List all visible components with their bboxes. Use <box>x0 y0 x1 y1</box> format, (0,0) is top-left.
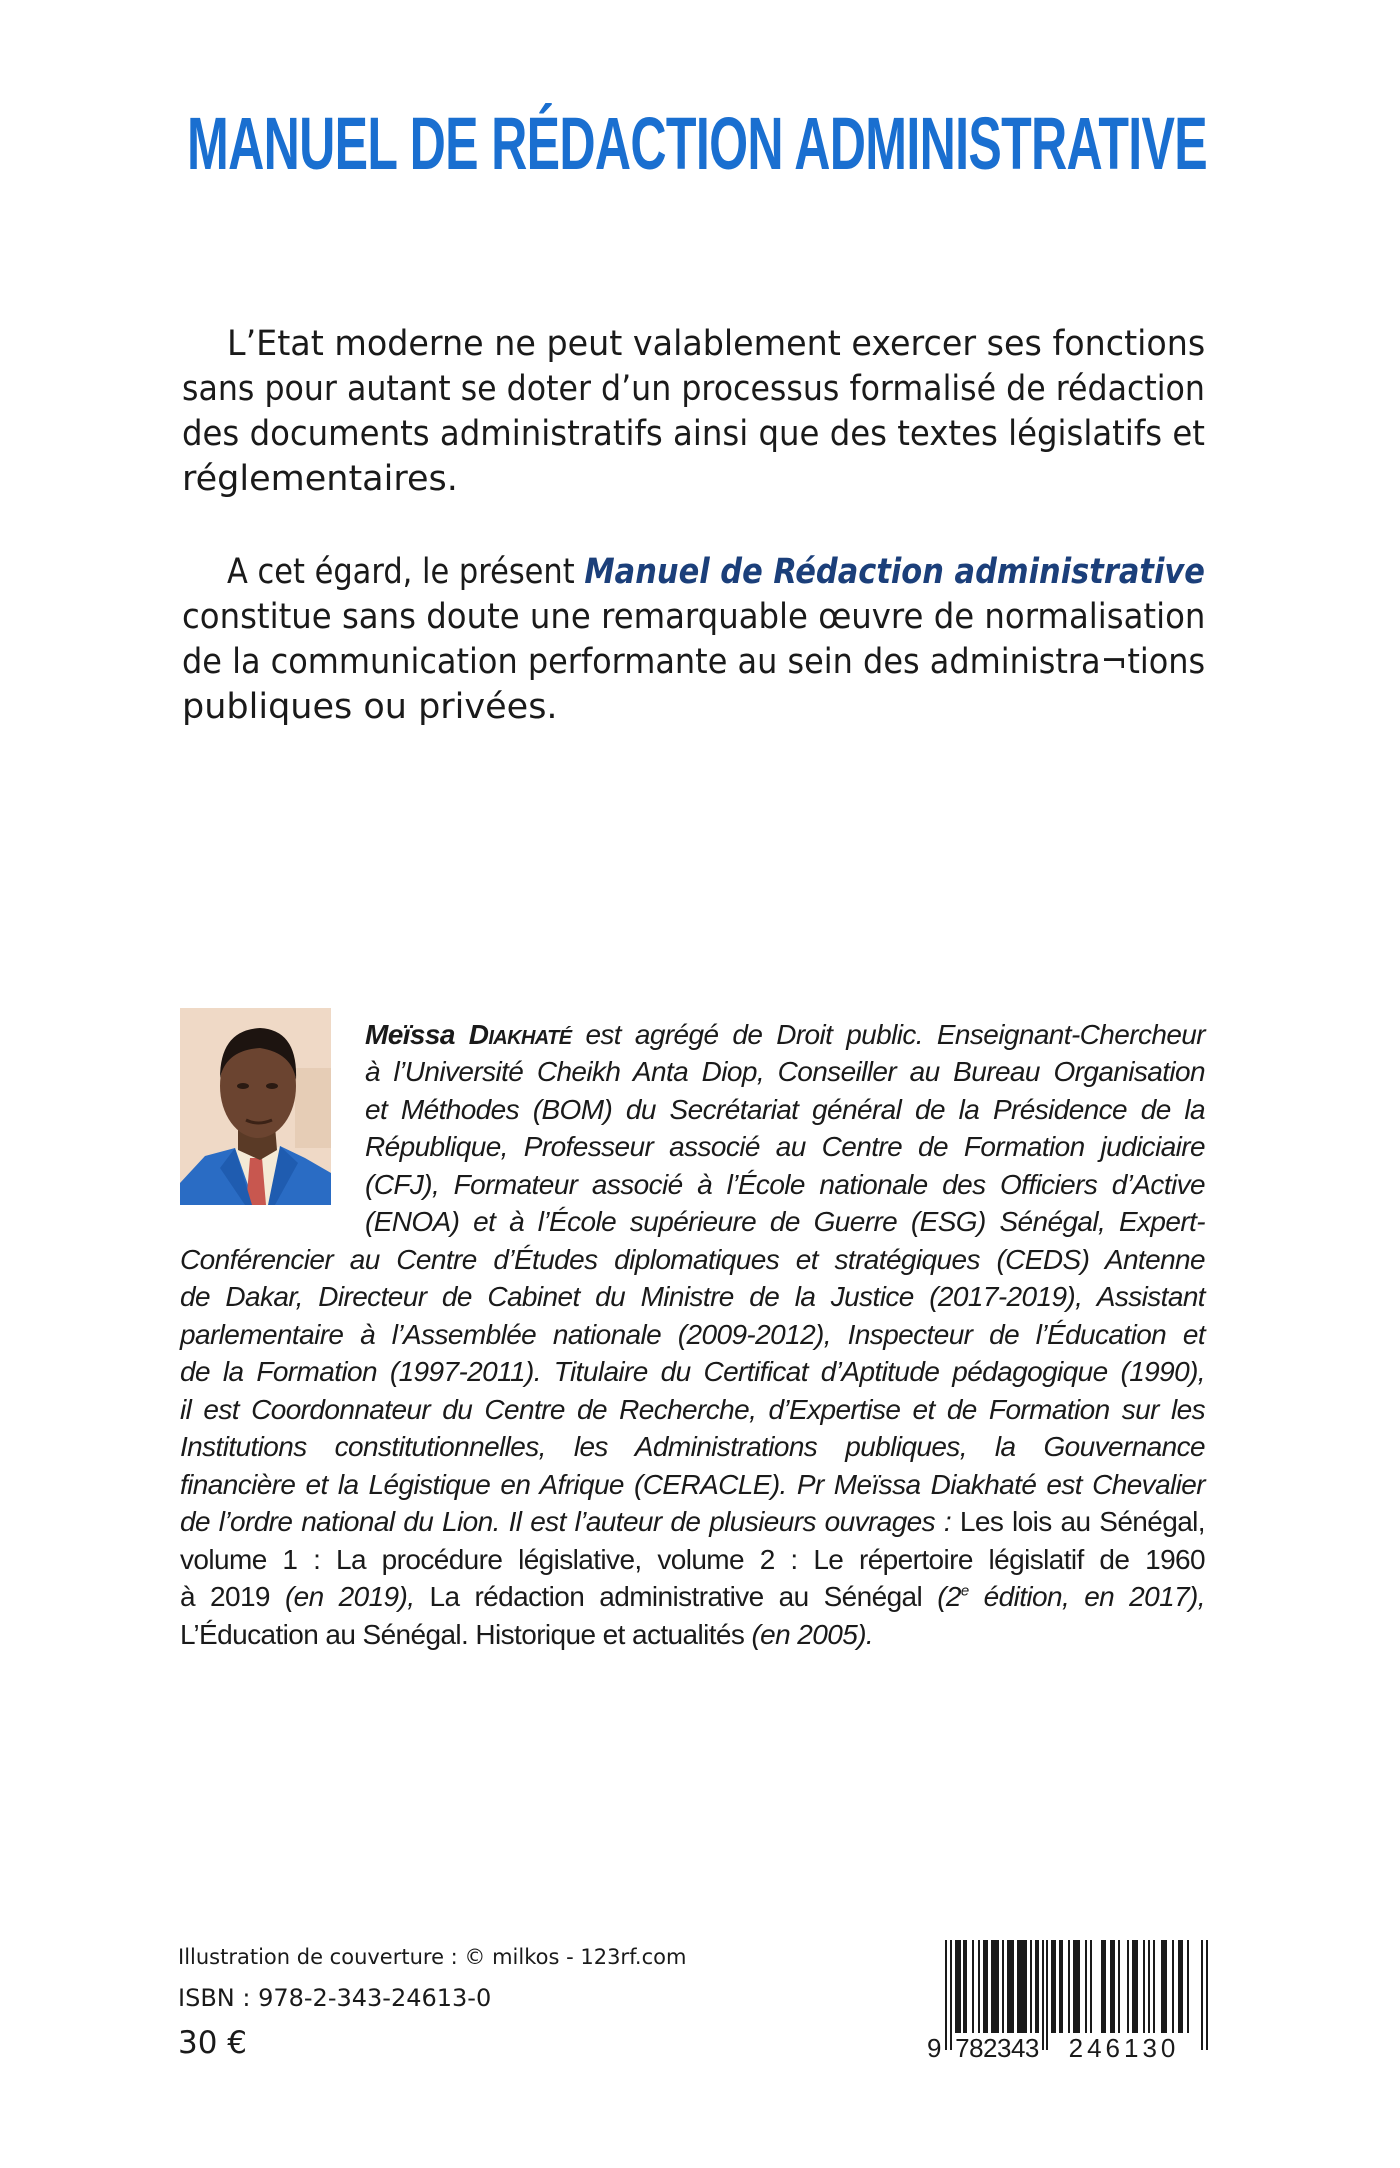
work-date: édition, en 2017), <box>983 1581 1205 1612</box>
work-title: à 2019 <box>180 1581 270 1612</box>
author-bio-line-15 <box>180 1541 1205 1578</box>
author-bio-line-2 <box>365 1053 1205 1090</box>
blurb-text: de la communication performante au sein des administra¬tions <box>182 642 1206 682</box>
blurb-p1-line-1 <box>227 322 1205 367</box>
bio-text <box>180 1503 1205 1540</box>
blurb-text: réglementaires. <box>182 459 458 499</box>
bio-text: financière et la Légistique en Afrique (CERACLE). Pr Meïssa Diakhaté est Chevalier <box>180 1469 1205 1500</box>
blurb-p1-line-2 <box>182 367 1205 412</box>
author-bio-line-12 <box>180 1428 1205 1465</box>
blurb-p2-line-1 <box>227 550 1205 595</box>
bio-text: Conférencier au Centre d’Études diplomatiques et stratégiques (CEDS) Antenne <box>180 1244 1205 1275</box>
bio-text: (CFJ), Formateur associé à l’École nationale des Officiers d’Active <box>365 1169 1205 1200</box>
bio-text: et Méthodes (BOM) du Secrétariat général de la Présidence de la <box>365 1094 1205 1125</box>
author-bio-line-17 <box>180 1616 1205 1653</box>
author-bio-line-6 <box>365 1203 1205 1240</box>
author-bio-line-4 <box>365 1128 1205 1165</box>
author-bio-line-1 <box>365 1016 1205 1053</box>
price: 30 € <box>178 2025 248 2061</box>
illustration-credit: Illustration de couverture : © milkos - 123rf.com <box>178 1945 687 1969</box>
author-bio-line-14 <box>180 1503 1205 1540</box>
blurb-text: sans pour autant se doter d’un processus formalisé de rédaction <box>182 369 1205 409</box>
bio-text: (ENOA) et à l’École supérieure de Guerre (ESG) Sénégal, Expert- <box>365 1206 1205 1237</box>
blurb-p2-line-4 <box>182 685 1205 730</box>
author-bio-line-13 <box>180 1466 1205 1503</box>
barcode-right-digits: 246130 <box>1051 2033 1197 2064</box>
blurb-text-prefix: A cet égard, le présent <box>227 552 575 592</box>
bio-text: République, Professeur associé au Centre de Formation judiciaire <box>365 1131 1205 1162</box>
blurb-text: L’Etat moderne ne peut valablement exercer ses fonctions <box>227 324 1206 364</box>
author-bio-line-5 <box>365 1166 1205 1203</box>
isbn-barcode <box>925 1935 1225 2065</box>
blurb-text: constitue sans doute une remarquable œuvre de normalisation <box>182 597 1206 637</box>
work-title: L’Éducation au Sénégal. Historique et actualités <box>180 1619 745 1650</box>
author-photo <box>180 1008 331 1205</box>
barcode-left-digits: 782343 <box>955 2033 1039 2063</box>
bio-text: parlementaire à l’Assemblée nationale (2009-2012), Inspecteur de l’Éducation et <box>180 1319 1205 1350</box>
bio-text <box>180 1578 1205 1615</box>
author-bio-line-3 <box>365 1091 1205 1128</box>
blurb-text <box>227 550 1205 595</box>
blurb-p2-line-2 <box>182 595 1205 640</box>
bio-text: à l’Université Cheikh Anta Diop, Conseiller au Bureau Organisation <box>365 1056 1205 1087</box>
work-title: La rédaction administrative au Sénégal <box>429 1581 923 1612</box>
bio-text <box>365 1016 1205 1053</box>
bio-text: de la Formation (1997-2011). Titulaire du Certificat d’Aptitude pédagogique (1990), <box>180 1356 1205 1387</box>
author-bio-line-7 <box>180 1241 1205 1278</box>
bio-text: il est Coordonnateur du Centre de Recherche, d’Expertise et de Formation sur les <box>180 1394 1205 1425</box>
author-bio-line-8 <box>180 1278 1205 1315</box>
author-portrait-icon <box>180 1008 331 1205</box>
bio-text: de Dakar, Directeur de Cabinet du Ministre de la Justice (2017-2019), Assistant <box>180 1281 1205 1312</box>
superscript: e <box>960 1582 969 1600</box>
work-date: (en 2005). <box>751 1619 874 1650</box>
author-bio-line-9 <box>180 1316 1205 1353</box>
isbn: ISBN : 978-2-343-24613-0 <box>178 1984 492 2012</box>
work-title: Les lois au Sénégal, <box>959 1506 1205 1537</box>
author-last-name: Diakhaté <box>468 1019 572 1050</box>
author-first-name: Meïssa <box>365 1019 455 1050</box>
work-title: volume 1 : La procédure législative, volume 2 : Le répertoire législatif de 1960 <box>180 1544 1205 1575</box>
author-bio-line-11 <box>180 1391 1205 1428</box>
blurb-p1-line-4 <box>182 457 1205 502</box>
blurb-p2-line-3 <box>182 640 1205 685</box>
bio-text <box>180 1616 1205 1653</box>
blurb-text: des documents administratifs ainsi que des textes législatifs et <box>182 414 1205 454</box>
work-date: (2 <box>937 1581 961 1612</box>
author-bio-line-16 <box>180 1578 1205 1615</box>
barcode-lead-digit: 9 <box>927 2033 942 2063</box>
bio-text: Institutions constitutionnelles, les Administrations publiques, la Gouvernance <box>180 1431 1205 1462</box>
work-date: (en 2019), <box>284 1581 415 1612</box>
bio-text: de l’ordre national du Lion. Il est l’auteur de plusieurs ouvrages : <box>180 1506 952 1537</box>
author-bio-line-10 <box>180 1353 1205 1390</box>
blurb-p1-line-3 <box>182 412 1205 457</box>
blurb-text: publiques ou privées. <box>182 687 558 727</box>
book-title-italic: Manuel de Rédaction administrative <box>584 552 1205 592</box>
book-title-text: MANUEL DE RÉDACTION ADMINISTRATIVE <box>187 102 1207 185</box>
bio-text: est agrégé de Droit public. Enseignant-Chercheur <box>585 1019 1206 1050</box>
book-title <box>187 104 1207 184</box>
